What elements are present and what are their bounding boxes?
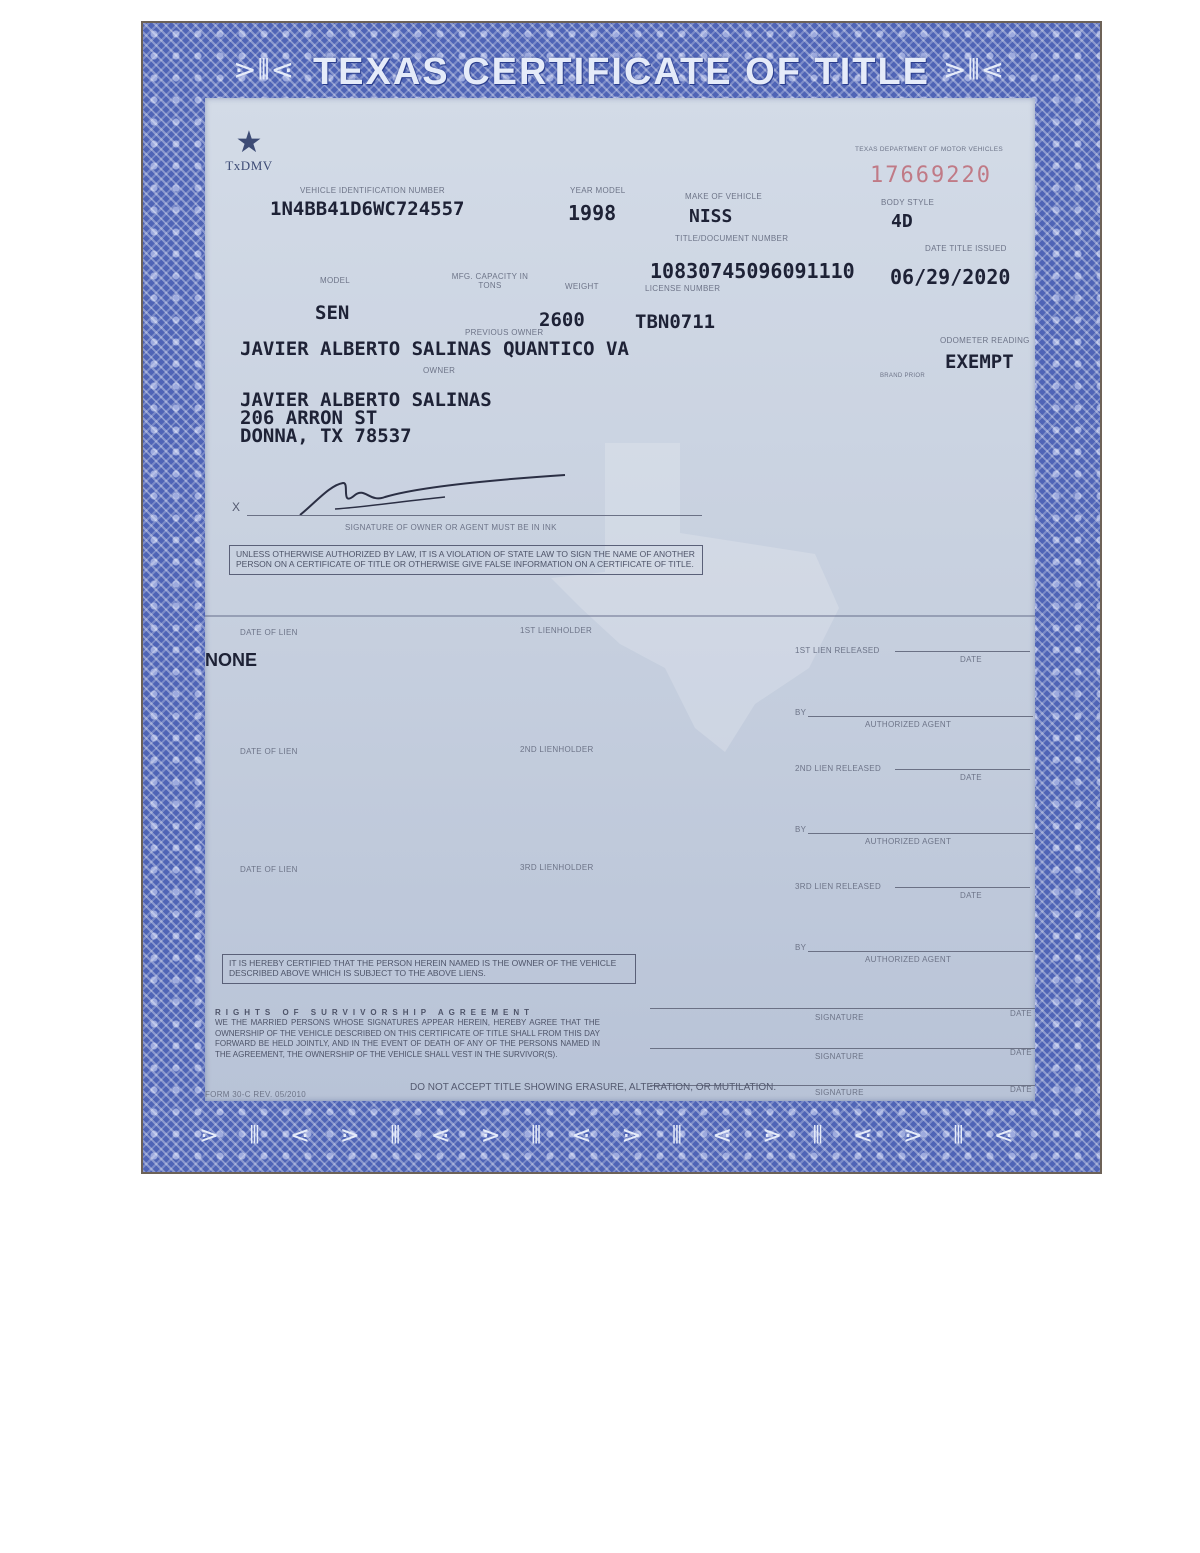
brand-label: BRAND PRIOR — [880, 373, 925, 379]
certificate-title: TEXAS CERTIFICATE OF TITLE — [312, 51, 931, 93]
make-label: MAKE OF VEHICLE — [685, 192, 762, 201]
certification-statement: IT IS HEREBY CERTIFIED THAT THE PERSON HEREIN NAMED IS THE OWNER OF THE VEHICLE DESCRIBED ABOVE WHICH IS SUBJECT TO THE ABOVE LIENS. — [222, 954, 636, 984]
signature-x-mark: X — [232, 500, 241, 514]
signature-label-1: SIGNATURE — [815, 1013, 864, 1022]
fold-crease — [205, 615, 1035, 617]
model-label: MODEL — [320, 276, 350, 285]
vin-label: VEHICLE IDENTIFICATION NUMBER — [300, 186, 446, 195]
signature-label-2: SIGNATURE — [815, 1052, 864, 1061]
capacity-label: MFG. CAPACITY IN TONS — [451, 272, 529, 290]
second-released-line — [895, 769, 1030, 770]
date-of-lien-label-1: DATE OF LIEN — [240, 628, 298, 637]
txdmv-logo — [219, 128, 279, 174]
logo-text: TxDMV — [225, 158, 273, 173]
model-value: SEN — [315, 302, 350, 324]
title-sheet — [205, 98, 1035, 1101]
date-label-2: DATE — [1010, 1048, 1032, 1057]
third-released-line — [895, 887, 1030, 888]
first-released-label: 1ST LIEN RELEASED — [795, 646, 880, 655]
first-lienholder-value: NONE — [205, 650, 258, 670]
second-lienholder-label: 2ND LIENHOLDER — [520, 745, 594, 754]
title-no-value: 10830745096091110 — [650, 259, 855, 283]
signature-line — [247, 515, 702, 516]
second-released-date-label: DATE — [960, 773, 982, 782]
third-lienholder-label: 3RD LIENHOLDER — [520, 863, 594, 872]
prev-owner-value: JAVIER ALBERTO SALINAS QUANTICO VA — [240, 338, 629, 360]
third-by-label: BY — [795, 943, 807, 952]
body-value: 4D — [891, 211, 913, 232]
date-issued-value: 06/29/2020 — [890, 265, 1011, 289]
date-label-3: DATE — [1010, 1085, 1032, 1094]
false-info-warning: UNLESS OTHERWISE AUTHORIZED BY LAW, IT IS A VIOLATION OF STATE LAW TO SIGN THE NAME OF ANOTHER PERSON ON A CERTIFICATE OF TITLE OR OTHERWISE GIVE FALSE INFORMATION ON A CERTIFICATE OF TITLE. — [229, 545, 703, 575]
date-of-lien-label-2: DATE OF LIEN — [240, 747, 298, 756]
make-value: NISS — [689, 206, 733, 227]
signature-caption: SIGNATURE OF OWNER OR AGENT MUST BE IN INK — [345, 523, 557, 532]
ornament-row-icon: ⋗⦀⋖⋗⦀⋖⋗⦀⋖⋗⦀⋖⋗⦀⋖⋗⦀⋖ — [199, 1121, 1044, 1149]
form-id: FORM 30-C REV. 05/2010 — [205, 1090, 307, 1099]
odometer-value: EXEMPT — [945, 351, 1014, 373]
title-photo — [141, 21, 1102, 1174]
sig-line-2 — [650, 1048, 1035, 1049]
odometer-label: ODOMETER READING — [940, 336, 1030, 345]
owner-name: JAVIER ALBERTO SALINAS — [240, 389, 492, 411]
owner-street: 206 ARRON ST — [240, 407, 378, 429]
sig-line-1 — [650, 1008, 1035, 1009]
prev-owner-label: PREVIOUS OWNER — [465, 328, 544, 337]
body-label: BODY STYLE — [881, 198, 935, 207]
vin-value: 1N4BB41D6WC724557 — [270, 198, 465, 220]
first-released-line — [895, 651, 1030, 652]
owner-label: OWNER — [423, 366, 456, 375]
survivorship-heading: RIGHTS OF SURVIVORSHIP AGREEMENT — [215, 1008, 534, 1017]
weight-value: 2600 — [539, 309, 585, 331]
title-no-label: TITLE/DOCUMENT NUMBER — [675, 234, 789, 243]
third-agent-label: AUTHORIZED AGENT — [865, 955, 952, 964]
first-lienholder-label: 1ST LIENHOLDER — [520, 626, 593, 635]
first-released-date-label: DATE — [960, 655, 982, 664]
license-label: LICENSE NUMBER — [645, 284, 721, 293]
third-released-date-label: DATE — [960, 891, 982, 900]
first-by-label: BY — [795, 708, 807, 717]
first-by-line — [808, 716, 1033, 717]
second-released-label: 2ND LIEN RELEASED — [795, 764, 882, 773]
serial-number: 17669220 — [870, 163, 992, 188]
first-agent-label: AUTHORIZED AGENT — [865, 720, 952, 729]
owner-city: DONNA, TX 78537 — [240, 425, 412, 447]
year-value: 1998 — [568, 201, 617, 225]
date-label-1: DATE — [1010, 1009, 1032, 1018]
weight-label: WEIGHT — [565, 282, 599, 291]
issuer-label: TEXAS DEPARTMENT OF MOTOR VEHICLES — [855, 146, 1004, 153]
license-value: TBN0711 — [635, 311, 716, 333]
signature-label-3: SIGNATURE — [815, 1088, 864, 1097]
survivorship-text: WE THE MARRIED PERSONS WHOSE SIGNATURES APPEAR HEREIN, HEREBY AGREE THAT THE OWNERSHIP OF THE VEHICLE DESCRIBED ON THIS CERTIFICATE OF TITLE SHALL FROM THIS DAY FORWARD BE HELD JOINTLY, AND IN THE EVENT OF DEATH OF ANY OF THE PERSONS NAMED IN THE AGREEMENT, THE OWNERSHIP OF THE VEHICLE SHALL VEST IN THE SURVIVOR(S). — [215, 1018, 600, 1059]
second-by-line — [808, 833, 1033, 834]
ornament-icon: ⋗⦀⋖ — [943, 53, 1006, 86]
footer-warning: DO NOT ACCEPT TITLE SHOWING ERASURE, ALTERATION, OR MUTILATION. — [410, 1082, 777, 1093]
ornament-icon: ⋗⦀⋖ — [233, 53, 296, 86]
year-label: YEAR MODEL — [570, 186, 626, 195]
second-agent-label: AUTHORIZED AGENT — [865, 837, 952, 846]
guilloche-border — [143, 23, 1100, 1172]
third-by-line — [808, 951, 1033, 952]
date-of-lien-label-3: DATE OF LIEN — [240, 865, 298, 874]
star-icon: ★ — [235, 126, 263, 159]
date-issued-label: DATE TITLE ISSUED — [925, 244, 1007, 253]
second-by-label: BY — [795, 825, 807, 834]
third-released-label: 3RD LIEN RELEASED — [795, 882, 882, 891]
survivorship-agreement — [215, 1008, 600, 1060]
